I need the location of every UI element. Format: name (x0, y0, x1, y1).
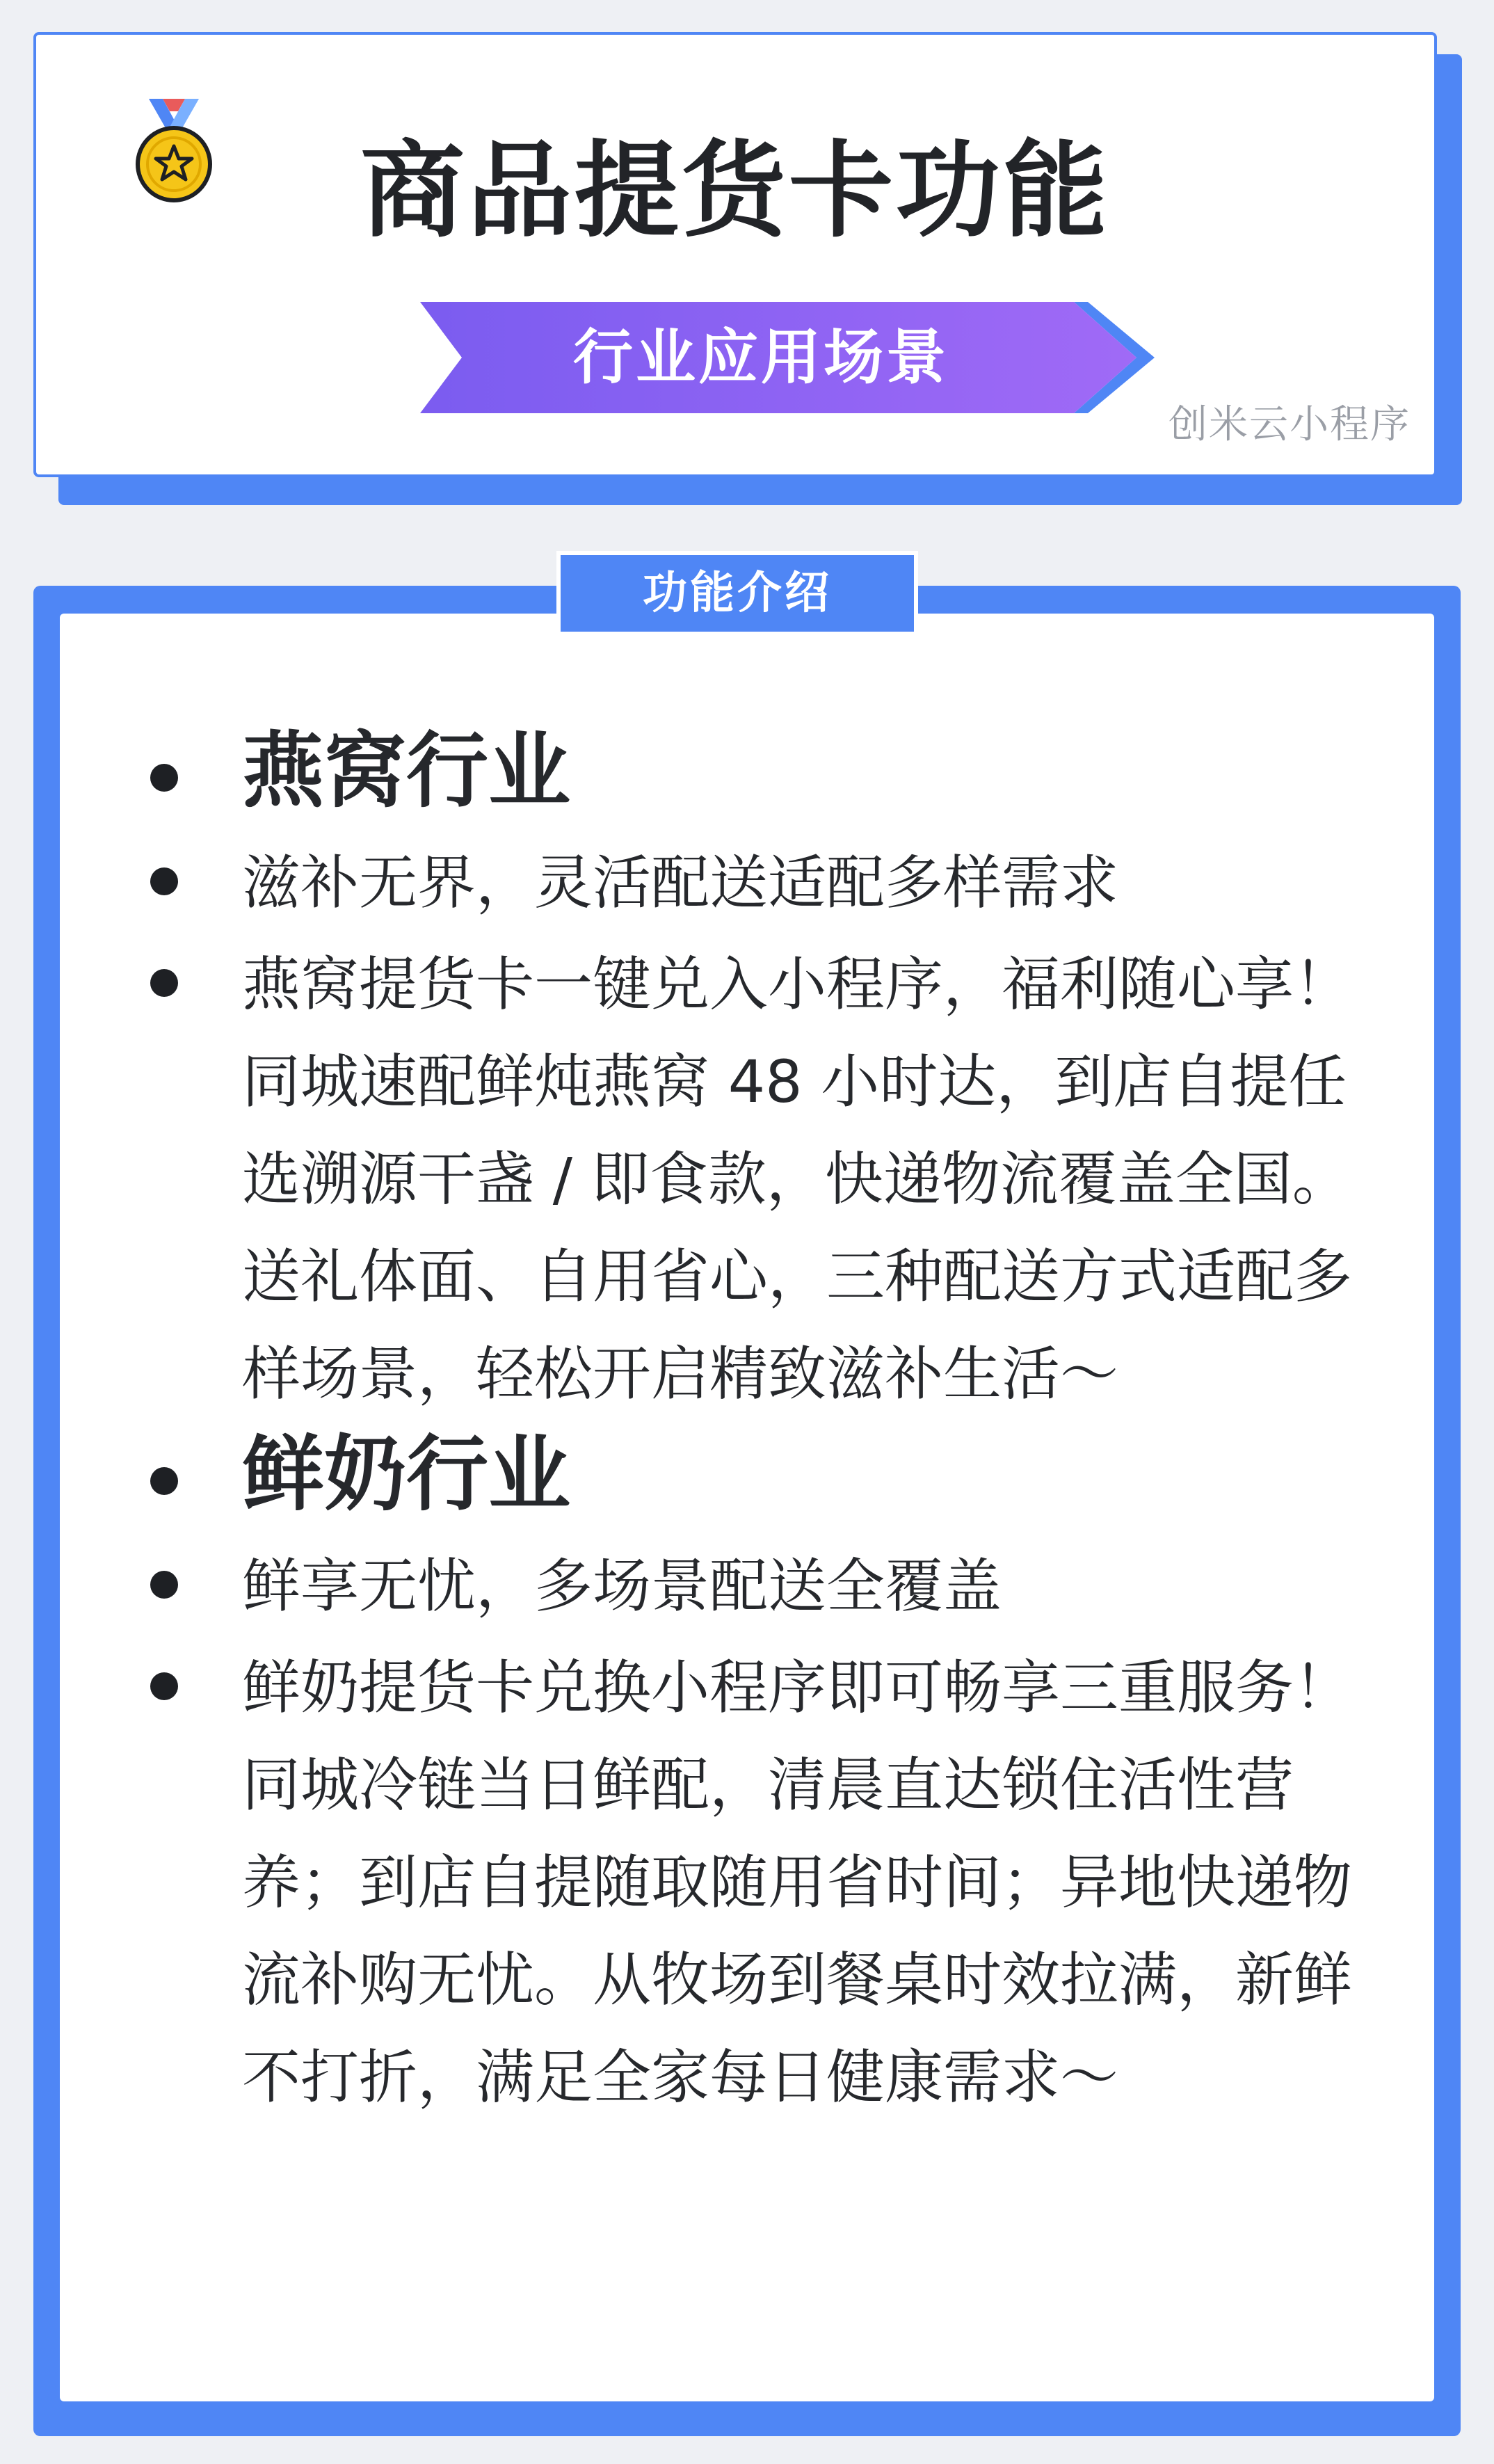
subtitle-label: 行业应用场景 (573, 323, 949, 392)
section-tab: 功能介绍 (556, 551, 918, 636)
list-item-heading (139, 1427, 1391, 1522)
bullet-icon (150, 867, 178, 895)
list-item (139, 936, 1391, 1423)
list-item (139, 834, 1391, 931)
bullet-icon (150, 1571, 178, 1599)
page-title: 商品提货卡功能 (360, 131, 1110, 252)
industry-tagline: 滋补无界，灵活配送适配多样需求 (242, 848, 1119, 917)
subtitle-ribbon (420, 302, 1157, 413)
brand-label: 创米云小程序 (1168, 402, 1411, 447)
list-item (139, 1639, 1391, 2126)
industry-heading: 鲜奶行业 (242, 1425, 571, 1522)
header-card (33, 32, 1437, 477)
bullet-icon (150, 1672, 178, 1700)
bullet-icon (150, 1467, 178, 1495)
bullet-icon (150, 764, 178, 792)
industry-description: 燕窝提货卡一键兑入小程序，福利随心享！同城速配鲜炖燕窝 48 小时达，到店自提任选溯源干盏 / 即食款，快递物流覆盖全国。送礼体面、自用省心，三种配送方式适配多样场景，轻松开启精致滋补生活～ (242, 950, 1353, 1408)
industry-tagline: 鲜享无忧，多场景配送全覆盖 (242, 1551, 1002, 1620)
list-item (139, 1537, 1391, 1635)
bullet-icon (150, 969, 178, 997)
industry-description: 鲜奶提货卡兑换小程序即可畅享三重服务！同城冷链当日鲜配，清晨直达锁住活性营养；到店自提随取随用省时间；异地快递物流补购无忧。从牧场到餐桌时效拉满，新鲜不打折，满足全家每日健康需求～ (242, 1653, 1353, 2111)
list-item-heading (139, 723, 1391, 819)
industry-heading: 燕窝行业 (242, 723, 571, 819)
feature-list (139, 723, 1391, 2130)
